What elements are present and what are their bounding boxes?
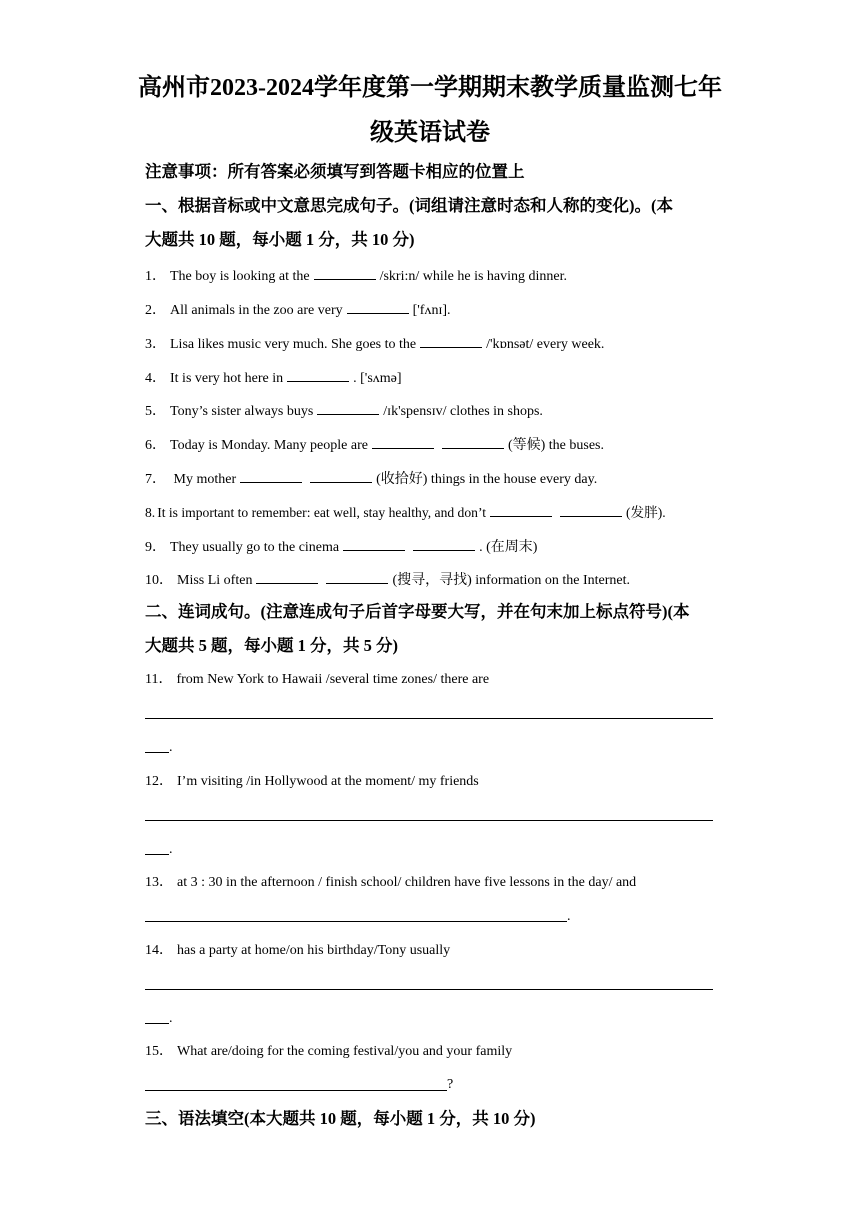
question-number: 2． [145, 303, 166, 318]
question-text-after: /ɪk'spensɪv/ clothes in shops. [383, 404, 543, 419]
answer-blank[interactable] [560, 504, 622, 517]
question-text: from New York to Hawaii /several time zones/ there are [176, 672, 490, 687]
question-text: It is important to remember: eat well, stay healthy, and don’t [157, 505, 487, 520]
question-number: 14． [145, 943, 173, 958]
answer-line-end[interactable] [145, 752, 169, 753]
question-7 [145, 470, 725, 487]
question-10 [145, 571, 725, 588]
question-text: at 3 : 30 in the afternoon / finish school/ children have five lessons in the day/ and [177, 875, 637, 890]
question-text-after: . (在周末) [479, 540, 538, 555]
notice: 注意事项：所有答案必须填写到答题卡相应的位置上 [145, 162, 525, 181]
answer-blank[interactable] [343, 538, 405, 551]
question-text: Today is Monday. Many people are [170, 438, 368, 453]
question-9 [145, 538, 725, 555]
answer-line-end[interactable] [145, 1023, 169, 1024]
question-text-after: (发胖). [626, 505, 666, 520]
question-8 [145, 504, 725, 520]
answer-line-end[interactable] [145, 854, 169, 855]
section2-heading-line1: 二、连词成句。(注意连成句子后首字母要大写，并在句末加上标点符号)(本 [145, 602, 690, 621]
section3-heading: 三、语法填空(本大题共 10 题，每小题 1 分，共 10 分) [145, 1109, 536, 1128]
answer-blank[interactable] [420, 335, 482, 348]
answer-blank[interactable] [256, 571, 318, 584]
answer-blank[interactable] [372, 436, 434, 449]
answer-line[interactable] [145, 1090, 447, 1091]
question-15 [145, 1045, 725, 1059]
answer-blank[interactable] [314, 267, 376, 280]
question-1 [145, 267, 725, 284]
question-number: 9． [145, 540, 166, 555]
answer-blank[interactable] [347, 301, 409, 314]
question-text-after: . ['sʌmə] [353, 371, 402, 386]
question-text: Miss Li often [177, 573, 253, 588]
question-number: 4． [145, 371, 166, 386]
question-14 [145, 944, 725, 958]
question-text-after: (搜寻，寻找) information on the Internet. [392, 573, 631, 588]
question-text: Lisa likes music very much. She goes to the [170, 337, 417, 352]
question-11 [145, 673, 725, 687]
question-text-after: /skri:n/ while he is having dinner. [379, 269, 568, 284]
question-number: 1． [145, 269, 166, 284]
question-number: 13． [145, 875, 173, 890]
question-number: 15． [145, 1044, 173, 1059]
question-text: What are/doing for the coming festival/you and your family [177, 1044, 513, 1059]
question-text: The boy is looking at the [170, 269, 310, 284]
answer-line[interactable] [145, 718, 713, 719]
question-text-after: ['fʌnɪ]. [412, 303, 451, 318]
exam-title-line2: 级英语试卷 [370, 120, 490, 146]
exam-title-line1: 高州市2023-2024学年度第一学期期末教学质量监测七年 [138, 75, 722, 101]
question-text: Tony’s sister always buys [170, 404, 314, 419]
answer-blank[interactable] [490, 504, 552, 517]
answer-blank[interactable] [310, 470, 372, 483]
question-text-after: (等候) the buses. [507, 438, 604, 453]
section1-heading-line1: 一、根据音标或中文意思完成句子。(词组请注意时态和人称的变化)。(本 [145, 196, 673, 215]
sentence-end-mark: . [169, 1011, 173, 1026]
question-3 [145, 335, 725, 352]
question-number: 11． [145, 672, 173, 687]
question-number: 3． [145, 337, 166, 352]
question-text: They usually go to the cinema [170, 540, 340, 555]
question-number: 10． [145, 573, 173, 588]
question-text: I’m visiting /in Hollywood at the moment/ my friends [177, 774, 479, 789]
question-number: 6． [145, 438, 166, 453]
answer-blank[interactable] [326, 571, 388, 584]
question-2 [145, 301, 725, 318]
answer-blank[interactable] [442, 436, 504, 449]
answer-blank[interactable] [240, 470, 302, 483]
question-13 [145, 876, 725, 890]
question-text: has a party at home/on his birthday/Tony usually [177, 943, 451, 958]
question-text-after: /'kɒnsət/ every week. [486, 337, 605, 352]
answer-blank[interactable] [413, 538, 475, 551]
section2-heading-line2: 大题共 5 题，每小题 1 分，共 5 分) [145, 636, 398, 655]
section1-heading-line2: 大题共 10 题，每小题 1 分，共 10 分) [145, 230, 415, 249]
sentence-end-mark: . [567, 909, 571, 924]
sentence-end-mark: . [169, 740, 173, 755]
answer-blank[interactable] [317, 402, 379, 415]
question-4 [145, 369, 725, 386]
question-number: 12． [145, 774, 173, 789]
question-6 [145, 436, 725, 453]
question-text: My mother [170, 472, 237, 487]
answer-line[interactable] [145, 989, 713, 990]
question-number: 5． [145, 404, 166, 419]
question-number: 8. [145, 505, 156, 520]
answer-line[interactable] [145, 820, 713, 821]
answer-line[interactable] [145, 921, 567, 922]
question-text-after: (收拾好) things in the house every day. [376, 472, 598, 487]
question-12 [145, 775, 725, 789]
question-number: 7． [145, 472, 166, 487]
question-text: All animals in the zoo are very [170, 303, 343, 318]
sentence-end-mark: . [169, 842, 173, 857]
answer-blank[interactable] [287, 369, 349, 382]
question-5 [145, 402, 725, 419]
sentence-end-mark: ? [447, 1077, 454, 1092]
question-text: It is very hot here in [170, 371, 284, 386]
